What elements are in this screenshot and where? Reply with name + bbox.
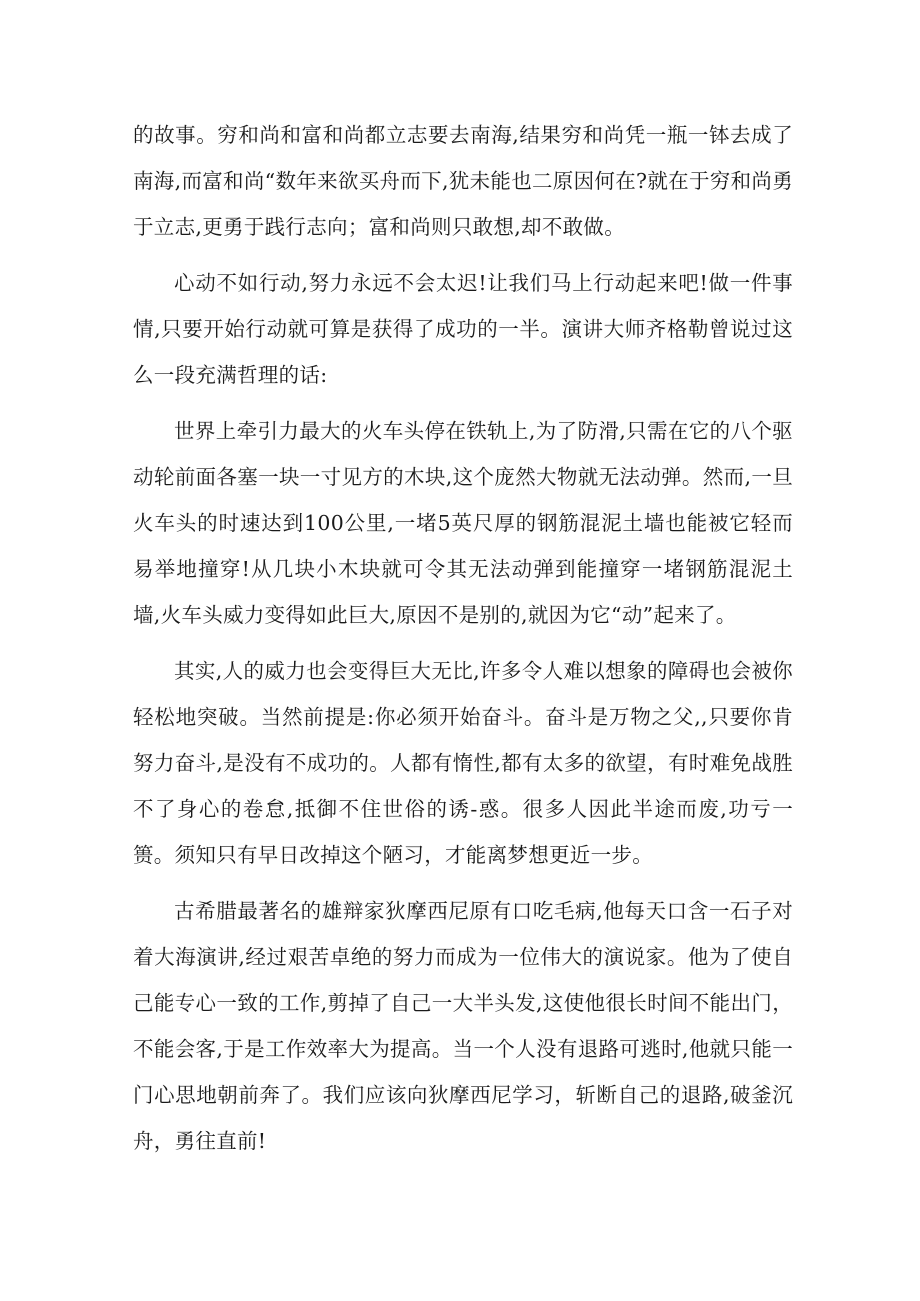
paragraph-1: 的故事。穷和尚和富和尚都立志要去南海,结果穷和尚凭一瓶一钵去成了南海,而富和尚“数年来欲买舟而下,犹未能也二原因何在?就在于穷和尚勇于立志,更勇于践行志向；富和尚则只敢想,却不敢做。 [133,123,793,239]
document-body [133,112,793,1164]
paragraph-5: 古希腊最著名的雄辩家狄摩西尼原有口吃毛病,他每天口含一石子对着大海演讲,经过艰苦卓绝的努力而成为一位伟大的演说家。他为了使自己能专心一致的工作,剪掉了自己一大半头发,这使他很长时间不能出门，不能会客,于是工作效率大为提高。当一个人没有退路可逃时,他就只能一门心思地朝前奔了。我们应该向狄摩西尼学习，斩断自己的退路,破釜沉舟，勇往直前! [133,899,793,1153]
paragraph-2: 心动不如行动,努力永远不会太迟!让我们马上行动起来吧!做一件事情,只要开始行动就可算是获得了成功的一半。演讲大师齐格勒曾说过这么一段充满哲理的话: [133,271,793,387]
paragraph-3: 世界上牵引力最大的火车头停在铁轨上,为了防滑,只需在它的八个驱动轮前面各塞一块一寸见方的木块,这个庞然大物就无法动弹。然而,一旦火车头的时速达到100公里,一堵5英尺厚的钢筋混泥土墙也能被它轻而易举地撞穿!从几块小木块就可令其无法动弹到能撞穿一堵钢筋混泥土墙,火车头威力变得如此巨大,原因不是别的,就因为它“动”起来了。 [133,419,793,627]
paragraph-4: 其实,人的威力也会变得巨大无比,许多令人难以想象的障碍也会被你轻松地突破。当然前提是:你必须开始奋斗。奋斗是万物之父,,只要你肯努力奋斗,是没有不成功的。人都有惰性,都有太多的欲望，有时难免战胜不了身心的卷怠,抵御不住世俗的诱-惑。很多人因此半途而废,功亏一篑。须知只有早日改掉这个陋习，才能离梦想更近一步。 [133,659,793,867]
